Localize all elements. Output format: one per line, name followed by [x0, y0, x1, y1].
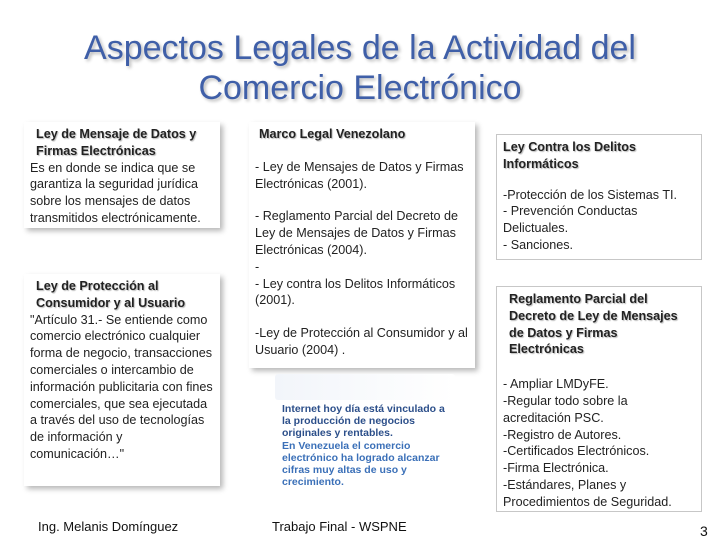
partial-regulation-item: - Ampliar LMDyFE.: [503, 377, 609, 392]
partial-regulation-item: -Firma Electrónica.: [503, 461, 609, 476]
cybercrime-law-box: [496, 134, 702, 260]
legal-framework-item: - Ley de Mensajes de Datos y Firmas Electrónicas (2001).: [255, 159, 464, 191]
partial-regulation-item: -Registro de Autores.: [503, 427, 622, 442]
consumer-protection-heading: Ley de Protección al Consumidor y al Usuario: [36, 279, 186, 310]
title-line-2: Comercio Electrónico: [198, 69, 522, 107]
footer-author: Ing. Melanis Domínguez: [38, 519, 179, 534]
cybercrime-law-item: -Protección de los Sistemas TI.: [503, 187, 678, 202]
legal-framework-box: [249, 122, 475, 368]
partial-regulation-heading: Reglamento Parcial del Decreto de Ley de Mensajes de Datos y Firmas Electrónicas: [509, 292, 678, 357]
cybercrime-law-item: - Sanciones.: [503, 237, 574, 252]
partial-regulation-item: -Estándares, Planes y Procedimientos de Seguridad.: [503, 477, 672, 509]
legal-framework-heading: Marco Legal Venezolano: [259, 127, 406, 141]
page-number: 3: [700, 523, 708, 539]
law-data-messages-heading: Ley de Mensaje de Datos y Firmas Electrónicas: [36, 127, 197, 158]
partial-regulation-item: -Certificados Electrónicos.: [503, 444, 650, 459]
banner-background: [275, 374, 455, 400]
banner-line-2: En Venezuela el comercio electrónico ha logrado alcanzar cifras muy altas de uso y crecimiento.: [282, 439, 440, 489]
legal-framework-item: -: [255, 259, 260, 274]
law-data-messages-box: [24, 122, 220, 228]
banner-line-1: Internet hoy día está vinculado a la producción de negocios originales y rentables.: [282, 403, 445, 440]
footer-course: Trabajo Final - WSPNE: [272, 519, 407, 534]
slide-title: [0, 28, 720, 108]
partial-regulation-box: [496, 286, 702, 512]
partial-regulation-item: -Regular todo sobre la acreditación PSC.: [503, 393, 628, 425]
law-data-messages-text: Es en donde se indica que se garantiza la seguridad jurídica sobre los mensajes de datos transmitidos electrónicamente.: [30, 160, 201, 225]
cybercrime-law-item: - Prevención Conductas Delictuales.: [503, 204, 638, 236]
title-line-1: Aspectos Legales de la Actividad del: [84, 29, 636, 67]
legal-framework-item: - Reglamento Parcial del Decreto de Ley de Mensajes de Datos y Firmas Electrónicas (2004).: [255, 209, 459, 257]
internet-banner: [282, 403, 454, 489]
consumer-protection-text: "Artículo 31.- Se entiende como comercio electrónico cualquier forma de negocio, transacciones comerciales o intercambio de información publicitaria con fines comerciales, que sea ejecutada a través del uso de tecnologías de información y comunicación…": [30, 312, 213, 461]
cybercrime-law-heading: Ley Contra los Delitos Informáticos: [503, 140, 636, 171]
legal-framework-item: -Ley de Protección al Consumidor y al Usuario (2004) .: [255, 326, 468, 357]
consumer-protection-box: [24, 274, 220, 486]
legal-framework-item: - Ley contra los Delitos Informáticos (2001).: [255, 276, 456, 308]
